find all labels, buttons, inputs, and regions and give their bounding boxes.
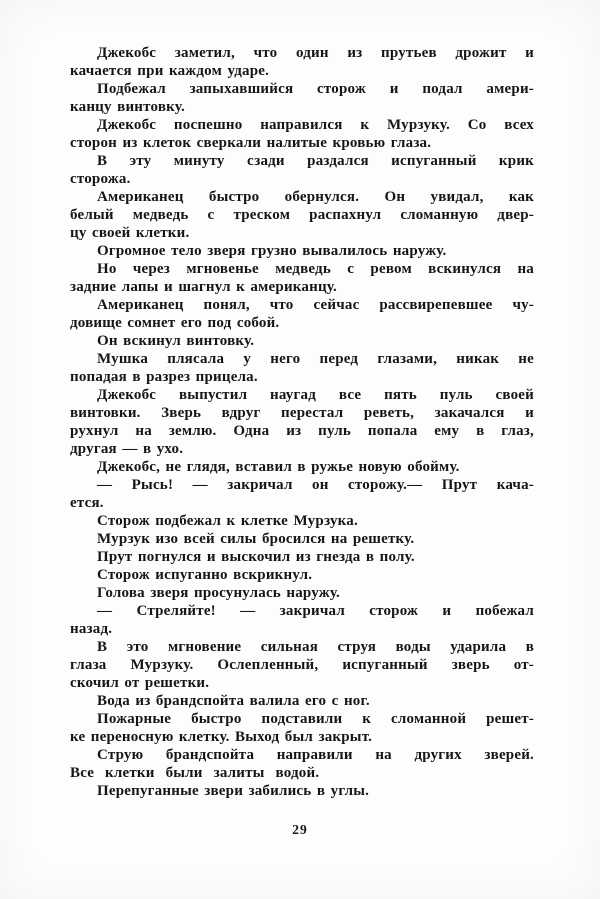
paragraph (70, 566, 534, 584)
paragraph (70, 44, 534, 80)
paragraph (70, 458, 534, 476)
paragraph (70, 242, 534, 260)
paragraph (70, 584, 534, 602)
text-line: Мурзук изо всей силы бросился на решетку. (97, 531, 415, 547)
page-number: 29 (292, 822, 308, 837)
paragraph (70, 350, 534, 386)
paragraph (70, 476, 534, 512)
paragraph (70, 746, 534, 782)
text-line: попадая в разрез прицела. (70, 369, 258, 385)
text-line: Он вскинул винтовку. (97, 333, 255, 349)
text-line: Американец понял, что сейчас рассвирепевшее чу- (97, 297, 534, 313)
text-line: Но через мгновенье медведь с ревом вскинулся на (97, 261, 534, 277)
paragraph (70, 188, 534, 242)
text-line: Вода из брандспойта валила его с ног. (97, 693, 370, 709)
paragraph (70, 80, 534, 116)
text-line: канцу винтовку. (70, 99, 185, 115)
text-line: довище сомнет его под собой. (70, 315, 280, 331)
text-line: Джекобс заметил, что один из прутьев дрожит и (97, 45, 534, 61)
text-line: сторон из клеток сверкали налитые кровью глаза. (70, 135, 432, 151)
paragraph (70, 638, 534, 692)
paragraph (70, 548, 534, 566)
text-line: ется. (70, 495, 104, 511)
text-line: скочил от решетки. (70, 675, 210, 691)
text-line: В это мгновение сильная струя воды ударила в (97, 639, 534, 655)
paragraph (70, 296, 534, 332)
text-line: Мушка плясала у него перед глазами, никак не (97, 351, 534, 367)
paragraph (70, 710, 534, 746)
paragraph (70, 260, 534, 296)
text-line: сторожа. (70, 171, 131, 187)
text-line: Голова зверя просунулась наружу. (97, 585, 340, 601)
text-line: другая — в ухо. (70, 441, 184, 457)
text-line: Сторож испуганно вскрикнул. (97, 567, 313, 583)
text-line: Все клетки были залиты водой. (70, 765, 320, 781)
text-line: задние лапы и шагнул к американцу. (70, 279, 337, 295)
text-line: Сторож подбежал к клетке Мурзука. (97, 513, 358, 529)
text-line: ке переносную клетку. Выход был закрыт. (70, 729, 373, 745)
text-line: Пожарные быстро подставили к сломанной решет- (97, 711, 534, 727)
text-line: Подбежал запыхавшийся сторож и подал амери- (97, 81, 534, 97)
text-line: качается при каждом ударе. (70, 63, 270, 79)
text-line: белый медведь с треском распахнул сломанную двер- (70, 207, 534, 223)
text-line: глаза Мурзуку. Ослепленный, испуганный зверь от- (70, 657, 534, 673)
text-line: В эту минуту сзади раздался испуганный крик (97, 153, 534, 169)
text-line: рухнул на землю. Одна из пуль попала ему в глаз, (70, 423, 534, 439)
paragraph (70, 602, 534, 638)
text-line: цу своей клетки. (70, 225, 190, 241)
text-line: Перепуганные звери забились в углы. (97, 783, 370, 799)
text-line: — Рысь! — закричал он сторожу.— Прут кача- (97, 477, 534, 493)
text-line: винтовки. Зверь вдруг перестал реветь, закачался и (70, 405, 534, 421)
text-line: Джекобс поспешно направился к Мурзуку. Со всех (97, 117, 534, 133)
text-line: Джекобс выпустил наугад все пять пуль своей (97, 387, 534, 403)
text-line: назад. (70, 621, 113, 637)
paragraph (70, 512, 534, 530)
paragraph (70, 116, 534, 152)
paragraph (70, 386, 534, 458)
paragraph (70, 152, 534, 188)
text-line: Американец быстро обернулся. Он увидал, как (97, 189, 534, 205)
paragraph (70, 530, 534, 548)
text-line: Огромное тело зверя грузно вывалилось наружу. (97, 243, 447, 259)
text-line: — Стреляйте! — закричал сторож и побежал (97, 603, 534, 619)
paragraph (70, 692, 534, 710)
text-line: Струю брандспойта направили на других зверей. (97, 747, 534, 763)
text-block (70, 44, 534, 800)
text-line: Джекобс, не глядя, вставил в ружье новую обойму. (97, 459, 460, 475)
text-line: Прут погнулся и выскочил из гнезда в полу. (97, 549, 415, 565)
paragraph (70, 782, 534, 800)
paragraph (70, 332, 534, 350)
